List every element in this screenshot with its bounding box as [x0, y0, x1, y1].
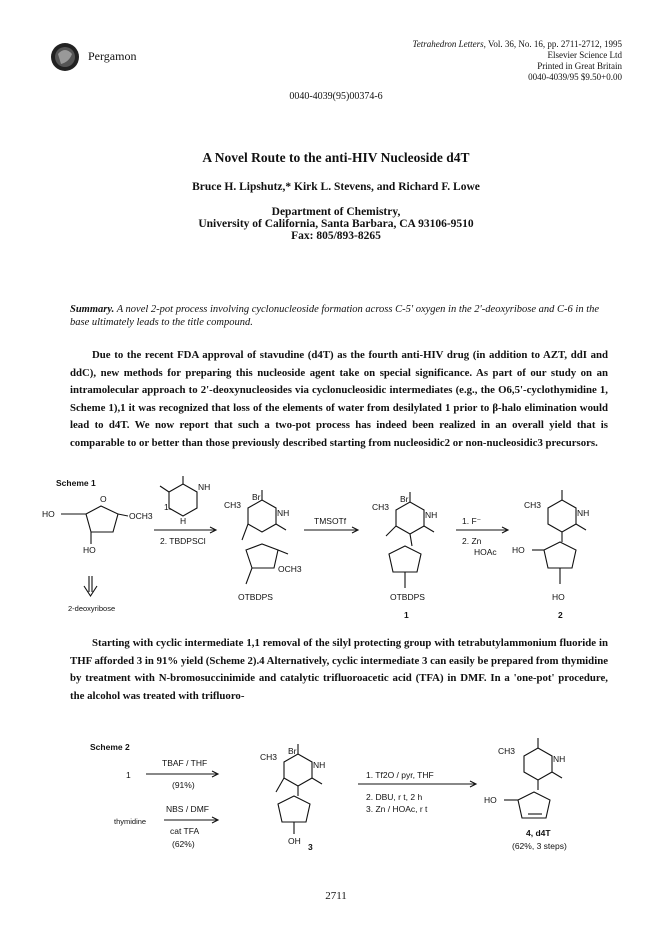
s1-a-otbdps: OTBDPS: [238, 592, 273, 602]
s2-r3: 3. Zn / HOAc, r t: [366, 804, 428, 814]
doi: 0040-4039(95)00374-6: [289, 91, 383, 102]
s1-ho-label: HO: [42, 509, 55, 519]
affiliation: [0, 206, 672, 242]
s1-cpd1: 1: [404, 610, 409, 620]
printed-line: Printed in Great Britain: [537, 61, 622, 71]
s1-ho-bottom: HO: [83, 545, 96, 555]
s2-nbs: NBS / DMF: [166, 804, 209, 814]
s1-c1-nh: NH: [425, 510, 438, 520]
s2-tfa-yield: (62%): [172, 839, 195, 849]
s1-a-ch3: CH3: [224, 500, 242, 510]
paragraph-2: Starting with cyclic intermediate 1,1 removal of the silyl protecting group with tetrabutylammonium fluoride in THF afforded 3 in 91% yield (Scheme 2).4 Alternatively, cyclic intermediate 3 can easily be prepared from thymidine by treatment with N-bromosuccinimide and catalytic trifluoroacetic acid (TFA) in DMF. In a 'one-pot' procedure, the alcohol was treated with trifluoro-: [70, 637, 608, 702]
s1-c1-ch3: CH3: [372, 502, 390, 512]
pergamon-logo-icon: [50, 42, 80, 72]
s1-tmsotf: TMSOTf: [314, 516, 347, 526]
journal-name: Tetrahedron Letters,: [412, 39, 486, 49]
s1-f-step1: 1. F⁻: [462, 516, 482, 526]
s2-tbaf-yield: (91%): [172, 780, 195, 790]
s1-a-br: Br: [252, 492, 261, 502]
s1-c2-ch3: CH3: [524, 500, 542, 510]
scheme-1-label: Scheme 1: [56, 478, 96, 488]
s2-start1: 1: [126, 770, 131, 780]
article-title: A Novel Route to the anti-HIV Nucleoside d4T: [202, 150, 470, 165]
s1-c2-nh: NH: [577, 508, 590, 518]
s2-cpd3: 3: [308, 842, 313, 852]
authors: Bruce H. Lipshutz,* Kirk L. Stevens, and Richard F. Lowe: [192, 181, 480, 193]
s1-a-nh: NH: [277, 508, 290, 518]
publisher-name: Pergamon: [88, 49, 137, 63]
s2-product: 4, d4T: [526, 828, 551, 838]
s1-nh: NH: [198, 482, 211, 492]
affiliation-fax: Fax: 805/893-8265: [291, 230, 381, 242]
journal-info: [413, 39, 622, 83]
s1-c1-br: Br: [400, 494, 409, 504]
s2-r1: 1. Tf2O / pyr, THF: [366, 770, 434, 780]
s2-d4t-ch3: CH3: [498, 746, 516, 756]
affiliation-univ: University of California, Santa Barbara, CA 93106-9510: [198, 218, 474, 230]
citation: Vol. 36, No. 16, pp. 2711-2712, 1995: [487, 39, 622, 49]
s1-f-step2: 2. Zn: [462, 536, 482, 546]
s1-c2-ho: HO: [512, 545, 525, 555]
s1-c1-otbdps: OTBDPS: [390, 592, 425, 602]
s1-c2-ho-bottom: HO: [552, 592, 565, 602]
s1-a-och3: OCH3: [278, 564, 302, 574]
s2-c3-nh: NH: [313, 760, 326, 770]
s2-r2: 2. DBU, r t, 2 h: [366, 792, 423, 802]
scheme-1-diagram: [42, 478, 626, 628]
affiliation-dept: Department of Chemistry,: [271, 206, 401, 218]
summary-text: A novel 2-pot process involving cyclonucleoside formation across C-5' oxygen in the 2'-deoxyribose and C-6 in the base ultimately leads to the title compound.: [70, 304, 600, 328]
page-number: 2711: [325, 890, 347, 902]
summary-label: Summary.: [70, 304, 115, 315]
publisher-line: Elsevier Science Ltd: [547, 50, 622, 60]
s1-step1: 1.: [164, 502, 172, 512]
s2-start2: thymidine: [114, 817, 147, 826]
s2-tfa: cat TFA: [170, 826, 200, 836]
s2-c3-ch3: CH3: [260, 752, 278, 762]
s1-sm-label: 2-deoxyribose: [68, 604, 116, 613]
s2-d4t-nh: NH: [553, 754, 566, 764]
s1-cpd2: 2: [558, 610, 563, 620]
s1-och3-label: OCH3: [129, 511, 153, 521]
s1-step2: 2. TBDPSCl: [160, 536, 206, 546]
s2-tbaf: TBAF / THF: [162, 758, 208, 768]
scheme-2-label: Scheme 2: [90, 742, 130, 752]
s2-oh: OH: [288, 836, 301, 846]
s1-n-h: H: [180, 516, 187, 526]
summary: [70, 303, 610, 329]
s1-ring-o: O: [100, 494, 107, 504]
scheme-2-diagram: [56, 738, 626, 858]
s2-product-yield: (62%, 3 steps): [512, 841, 567, 851]
s2-d4t-ho: HO: [484, 795, 497, 805]
paragraph-1: Due to the recent FDA approval of stavudine (d4T) as the fourth anti-HIV drug (in addition to AZT, ddI and ddC), new methods for preparing this nucleoside agent take on special significance. As part of our study on an intramolecular approach to 2'-deoxynucleosides via cyclonucleosidic intermediates (e.g., the O6,5'-cyclothymidine 1, Scheme 1),1 it was recognized that loss of the elements of water from desilylated 1 prior to β-halo elimination would lead to d4T. We now report that such a two-pot process has indeed been realized in an overall yield that is comparable to or better than those previously described starting from nucleosidic2 or non-nucleosidic3 precursors.: [70, 349, 608, 449]
issn-price: 0040-4039/95 $9.50+0.00: [528, 72, 622, 82]
s2-c3-br: Br: [288, 746, 297, 756]
s1-f-step3: HOAc: [474, 547, 497, 557]
